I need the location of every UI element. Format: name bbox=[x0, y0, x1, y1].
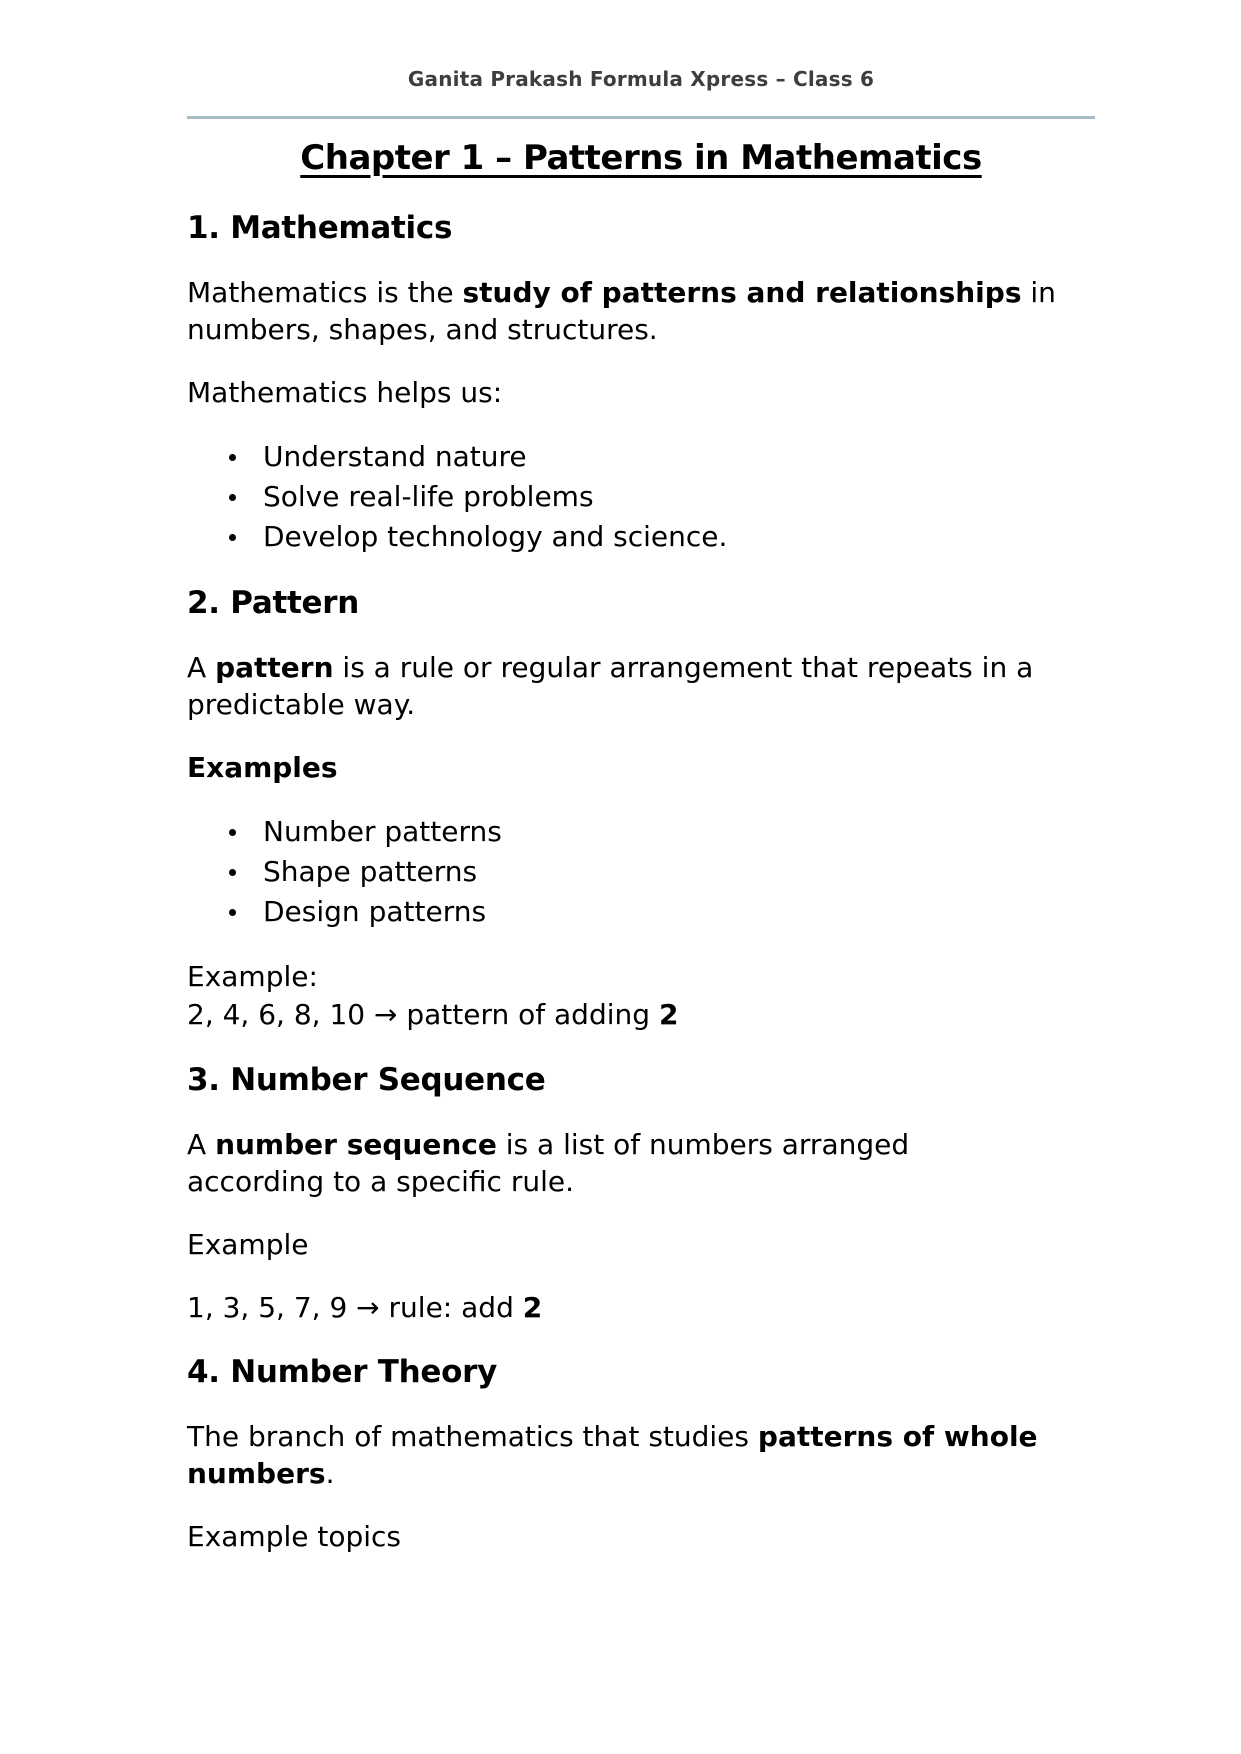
example-paragraph bbox=[187, 958, 1147, 1034]
paragraph bbox=[187, 1126, 1147, 1200]
paragraph bbox=[187, 1418, 1147, 1492]
example-label: Example bbox=[187, 1228, 309, 1261]
bold-text-run: pattern bbox=[215, 651, 334, 684]
list-item-text: Develop technology and science. bbox=[263, 520, 728, 553]
list-item-text: Solve real-life problems bbox=[263, 480, 594, 513]
text-run: . bbox=[325, 1457, 335, 1490]
sub-heading: Examples bbox=[187, 751, 338, 784]
bullet-icon bbox=[229, 454, 236, 461]
text-run: The branch of mathematics that studies bbox=[187, 1420, 758, 1453]
bullet-list bbox=[187, 437, 1147, 557]
list-item bbox=[187, 437, 1147, 477]
text-run: A bbox=[187, 651, 216, 684]
section-heading: 1. Mathematics bbox=[187, 210, 453, 246]
list-item-text: Shape patterns bbox=[263, 855, 478, 888]
bullet-icon bbox=[229, 909, 236, 916]
doc-title: Chapter 1 – Patterns in Mathematics bbox=[300, 138, 982, 178]
text-run: numbers, shapes, and structures. bbox=[187, 313, 658, 346]
page-header bbox=[187, 0, 1095, 92]
list-item-text: Design patterns bbox=[263, 895, 487, 928]
text-run: predictable way. bbox=[187, 688, 416, 721]
page-content bbox=[187, 0, 1147, 1555]
list-item bbox=[187, 892, 1147, 932]
list-item bbox=[187, 517, 1147, 557]
header-rule-divider bbox=[187, 116, 1095, 119]
example-text: 1, 3, 5, 7, 9 → rule: add bbox=[187, 1291, 523, 1324]
section-heading: 3. Number Sequence bbox=[187, 1062, 546, 1098]
bold-text-run: patterns of whole bbox=[757, 1420, 1038, 1453]
paragraph: Mathematics helps us: bbox=[187, 376, 503, 409]
example-paragraph bbox=[187, 1289, 1147, 1326]
list-item bbox=[187, 812, 1147, 852]
bullet-icon bbox=[229, 869, 236, 876]
bold-text-run: 2 bbox=[522, 1291, 543, 1324]
section-mathematics bbox=[187, 208, 1147, 557]
section-pattern bbox=[187, 583, 1147, 1034]
section-number-sequence bbox=[187, 1060, 1147, 1326]
paragraph: Example topics bbox=[187, 1520, 402, 1553]
text-run: in bbox=[1021, 276, 1056, 309]
paragraph bbox=[187, 274, 1147, 348]
text-run: Mathematics is the bbox=[187, 276, 463, 309]
list-item bbox=[187, 852, 1147, 892]
text-run: is a list of numbers arranged bbox=[496, 1128, 910, 1161]
text-run: A bbox=[187, 1128, 216, 1161]
example-text: 2, 4, 6, 8, 10 → pattern of adding bbox=[187, 998, 659, 1031]
bullet-icon bbox=[229, 494, 236, 501]
bold-text-run: numbers bbox=[187, 1457, 326, 1490]
text-run: according to a specific rule. bbox=[187, 1165, 574, 1198]
bold-text-run: number sequence bbox=[215, 1128, 497, 1161]
paragraph bbox=[187, 649, 1147, 723]
bullet-icon bbox=[229, 829, 236, 836]
example-label: Example: bbox=[187, 960, 318, 993]
bold-text-run: 2 bbox=[658, 998, 679, 1031]
section-heading: 4. Number Theory bbox=[187, 1354, 497, 1390]
list-item-text: Understand nature bbox=[263, 440, 527, 473]
text-run: is a rule or regular arrangement that repeats in a bbox=[333, 651, 1034, 684]
list-item bbox=[187, 477, 1147, 517]
section-heading: 2. Pattern bbox=[187, 585, 359, 621]
list-item-text: Number patterns bbox=[263, 815, 502, 848]
bold-text-run: study of patterns and relationships bbox=[462, 276, 1022, 309]
header-title: Ganita Prakash Formula Xpress – Class 6 bbox=[407, 67, 875, 91]
bullet-list bbox=[187, 812, 1147, 932]
section-number-theory bbox=[187, 1352, 1147, 1555]
bullet-icon bbox=[229, 534, 236, 541]
